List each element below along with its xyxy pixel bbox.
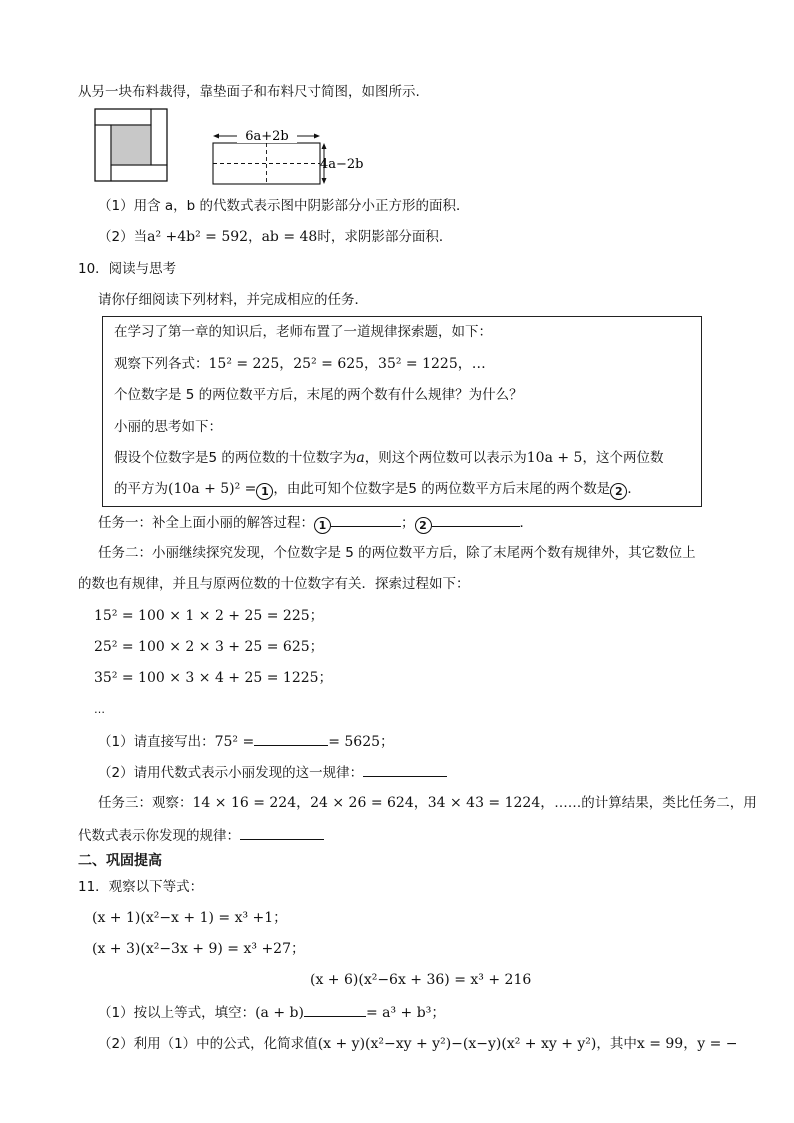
q10-title: 10．阅读与思考 — [78, 261, 177, 277]
q11-part1: （1）按以上等式，填空：(a + b) = a³ + b³； — [98, 1002, 445, 1023]
task2-dots: … — [94, 703, 105, 716]
answer-blank-5[interactable] — [240, 825, 324, 840]
q11-eq3: (x + 6)(x²−6x + 36) = x³ + 216 — [310, 972, 532, 988]
circle-2: 2 — [610, 483, 627, 500]
task1: 任务一：补全上面小丽的解答过程： 1 ； 2 ． — [98, 512, 533, 534]
box-line-3: 个位数字是 5 的两位数平方后，末尾的两个数有什么规律？为什么？ — [114, 387, 523, 403]
q11-eq2: (x + 3)(x²−3x + 9) = x³ +27； — [92, 941, 305, 957]
height-label: 4a−2b — [320, 157, 364, 172]
answer-blank-2[interactable] — [432, 512, 520, 527]
task2-line-2: 的数也有规律，并且与原两位数的十位数字有关．探索过程如下： — [78, 576, 470, 592]
box-line-1: 在学习了第一章的知识后，老师布置了一道规律探索题，如下： — [114, 324, 492, 340]
box-line-4: 小丽的思考如下： — [114, 419, 222, 435]
q9-part1: （1）用含 a，b 的代数式表示图中阴影部分小正方形的面积． — [98, 198, 470, 214]
square-pattern — [95, 109, 167, 181]
task2-sub2: （2）请用代数式表示小丽发现的这一规律： — [98, 762, 447, 783]
q11-part2: （2）利用（1）中的公式，化简求值(x + y)(x²−xy + y²)−(x−y)(x² + xy + y²)，其中x = 99，y = − — [98, 1036, 738, 1052]
q11-eq1: (x + 1)(x²−x + 1) = x³ +1； — [92, 910, 288, 926]
answer-blank-3[interactable] — [254, 731, 328, 746]
task2-sub1: （1）请直接写出：75² = = 5625； — [98, 731, 394, 752]
task2-eq3: 35² = 100 × 3 × 4 + 25 = 1225； — [94, 670, 333, 686]
box-line-2: 观察下列各式：15² = 225，25² = 625，35² = 1225，… — [114, 356, 486, 372]
fabric-diagram — [213, 128, 364, 184]
circle-1: 1 — [256, 483, 273, 500]
q10-instruction: 请你仔细阅读下列材料，并完成相应的任务． — [98, 292, 368, 308]
width-label: 6a+2b — [245, 129, 289, 144]
task2-eq1: 15² = 100 × 1 × 2 + 25 = 225； — [94, 608, 324, 624]
task3-line-2: 代数式表示你发现的规律： — [78, 825, 324, 846]
intro-text: 从另一块布料裁得，靠垫面子和布料尺寸简图，如图所示. — [78, 84, 420, 100]
section-heading: 二、巩固提高 — [78, 853, 162, 869]
q11-title: 11．观察以下等式： — [78, 879, 204, 895]
answer-blank-1[interactable] — [331, 512, 401, 527]
box-line-5: 假设个位数字是5 的两位数的十位数字为a，则这个两位数可以表示为10a + 5，这个两位数 — [114, 450, 664, 466]
shaded-square — [111, 125, 151, 165]
q9-part2: （2）当a² +4b² = 592，ab = 48时，求阴影部分面积． — [98, 229, 453, 245]
answer-blank-6[interactable] — [304, 1002, 366, 1017]
figure — [94, 108, 374, 188]
task2-eq2: 25² = 100 × 2 × 3 + 25 = 625； — [94, 639, 324, 655]
task2-line-1: 任务二：小丽继续探究发现，个位数字是 5 的两位数平方后，除了末尾两个数有规律外，其它数位上 — [98, 545, 696, 561]
task3-line-1: 任务三：观察：14 × 16 = 224，24 × 26 = 624，34 × 43 = 1224，……的计算结果，类比任务二，用 — [98, 795, 757, 811]
box-line-6: 的平方为(10a + 5)² = 1 ，由此可知个位数字是5 的两位数平方后末尾的两个数是 2 ． — [114, 481, 641, 498]
answer-blank-4[interactable] — [363, 762, 447, 777]
